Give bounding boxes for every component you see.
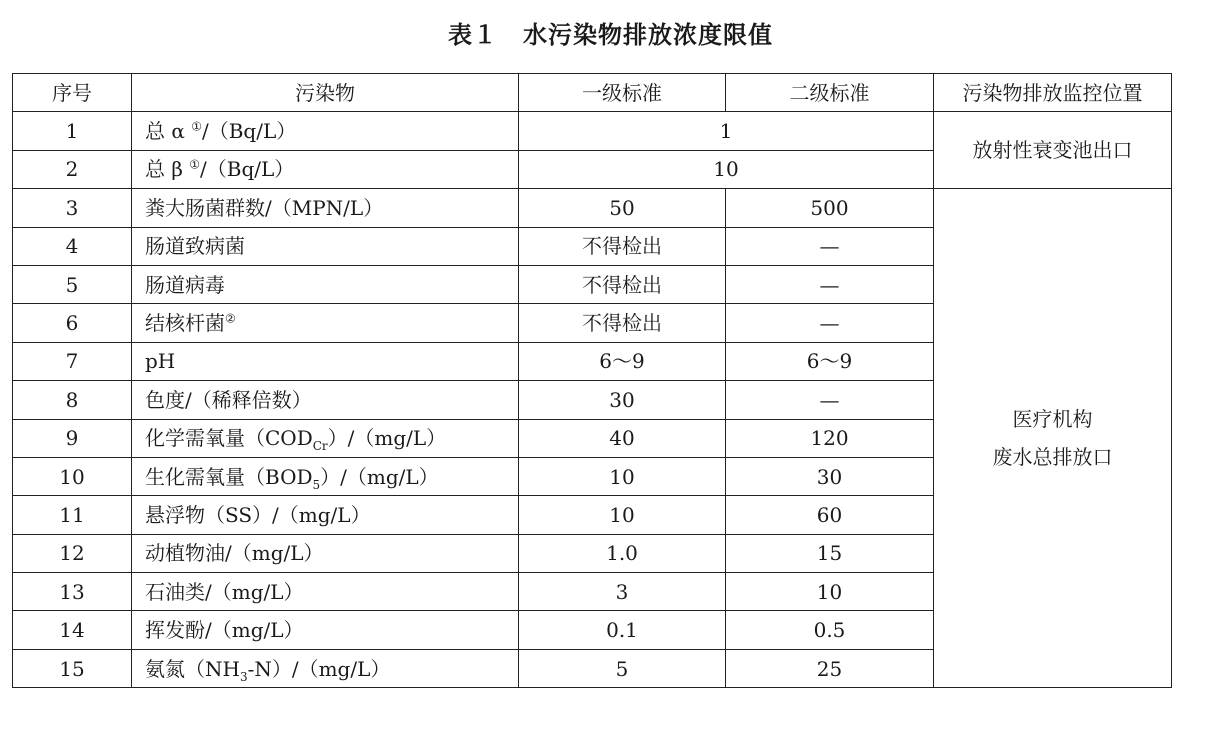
level1-cell: 不得检出 <box>519 304 726 342</box>
level2-cell: — <box>726 227 934 265</box>
row-index: 3 <box>13 189 132 227</box>
level2-cell: 25 <box>726 649 934 687</box>
pollutant-cell: 总 α ①/（Bq/L） <box>132 112 519 150</box>
row-index: 4 <box>13 227 132 265</box>
row-index: 14 <box>13 611 132 649</box>
level2-cell: 120 <box>726 419 934 457</box>
table-title: 表１ 水污染物排放浓度限值 <box>448 21 773 49</box>
header-location: 污染物排放监控位置 <box>934 74 1172 112</box>
level2-cell: — <box>726 381 934 419</box>
pollutant-cell: 肠道病毒 <box>132 265 519 303</box>
pollutant-cell: 结核杆菌② <box>132 304 519 342</box>
level2-cell: 60 <box>726 496 934 534</box>
level1-cell: 3 <box>519 573 726 611</box>
location-outlet-line2: 废水总排放口 <box>992 445 1113 470</box>
pollutant-limits-table <box>12 73 1172 688</box>
level1-cell: 1.0 <box>519 534 726 572</box>
header-level1: 一级标准 <box>519 74 726 112</box>
row-index: 10 <box>13 457 132 495</box>
level1-cell: 40 <box>519 419 726 457</box>
pollutant-cell: 悬浮物（SS）/（mg/L） <box>132 496 519 534</box>
row-index: 11 <box>13 496 132 534</box>
row-index: 5 <box>13 265 132 303</box>
level2-cell: 30 <box>726 457 934 495</box>
location-outlet-cell <box>934 189 1172 688</box>
row-index: 15 <box>13 649 132 687</box>
location-outlet-line1: 医疗机构 <box>1012 407 1093 432</box>
level1-cell: 10 <box>519 496 726 534</box>
level2-cell: 15 <box>726 534 934 572</box>
pollutant-cell: 化学需氧量$(COD_{Cr})/(mg/L)$ <box>132 419 519 457</box>
level2-cell: 10 <box>726 573 934 611</box>
level1-cell: 5 <box>519 649 726 687</box>
pollutant-cell: 总 β ①/（Bq/L） <box>132 150 519 188</box>
row-index: 1 <box>13 112 132 150</box>
location-radiation-text: 放射性衰变池出口 <box>972 138 1133 163</box>
level2-cell: 6～9 <box>726 342 934 380</box>
header-level2: 二级标准 <box>726 74 934 112</box>
row-index: 7 <box>13 342 132 380</box>
header-row <box>13 74 1172 112</box>
level2-cell: 500 <box>726 189 934 227</box>
pollutant-cell: 挥发酚/（mg/L） <box>132 611 519 649</box>
pollutant-cell: 色度/（稀释倍数） <box>132 381 519 419</box>
pollutant-cell: 氨氮$(NH_3-N)/(mg/L)$ <box>132 649 519 687</box>
level1-cell: 0.1 <box>519 611 726 649</box>
row-index: 2 <box>13 150 132 188</box>
location-radiation-cell <box>934 112 1172 189</box>
row-index: 12 <box>13 534 132 572</box>
level1-cell: 不得检出 <box>519 265 726 303</box>
level1-cell: 10 <box>519 457 726 495</box>
header-index: 序号 <box>13 74 132 112</box>
level1-cell: 50 <box>519 189 726 227</box>
level1-cell: 30 <box>519 381 726 419</box>
limit-merged-cell: 1 <box>519 112 934 150</box>
pollutant-cell: 生化需氧量$(BOD_5)/(mg/L)$ <box>132 457 519 495</box>
table-row <box>13 189 1172 227</box>
pollutant-cell: 肠道致病菌 <box>132 227 519 265</box>
pollutant-cell: 石油类/（mg/L） <box>132 573 519 611</box>
level2-cell: 0.5 <box>726 611 934 649</box>
level2-cell: — <box>726 265 934 303</box>
row-index: 8 <box>13 381 132 419</box>
table-row <box>13 112 1172 150</box>
level1-cell: 6～9 <box>519 342 726 380</box>
row-index: 9 <box>13 419 132 457</box>
pollutant-cell: 粪大肠菌群数/（MPN/L） <box>132 189 519 227</box>
pollutant-cell: pH <box>132 342 519 380</box>
row-index: 13 <box>13 573 132 611</box>
header-pollutant: 污染物 <box>132 74 519 112</box>
level2-cell: — <box>726 304 934 342</box>
pollutant-cell: 动植物油/（mg/L） <box>132 534 519 572</box>
level1-cell: 不得检出 <box>519 227 726 265</box>
row-index: 6 <box>13 304 132 342</box>
limit-merged-cell: 10 <box>519 150 934 188</box>
